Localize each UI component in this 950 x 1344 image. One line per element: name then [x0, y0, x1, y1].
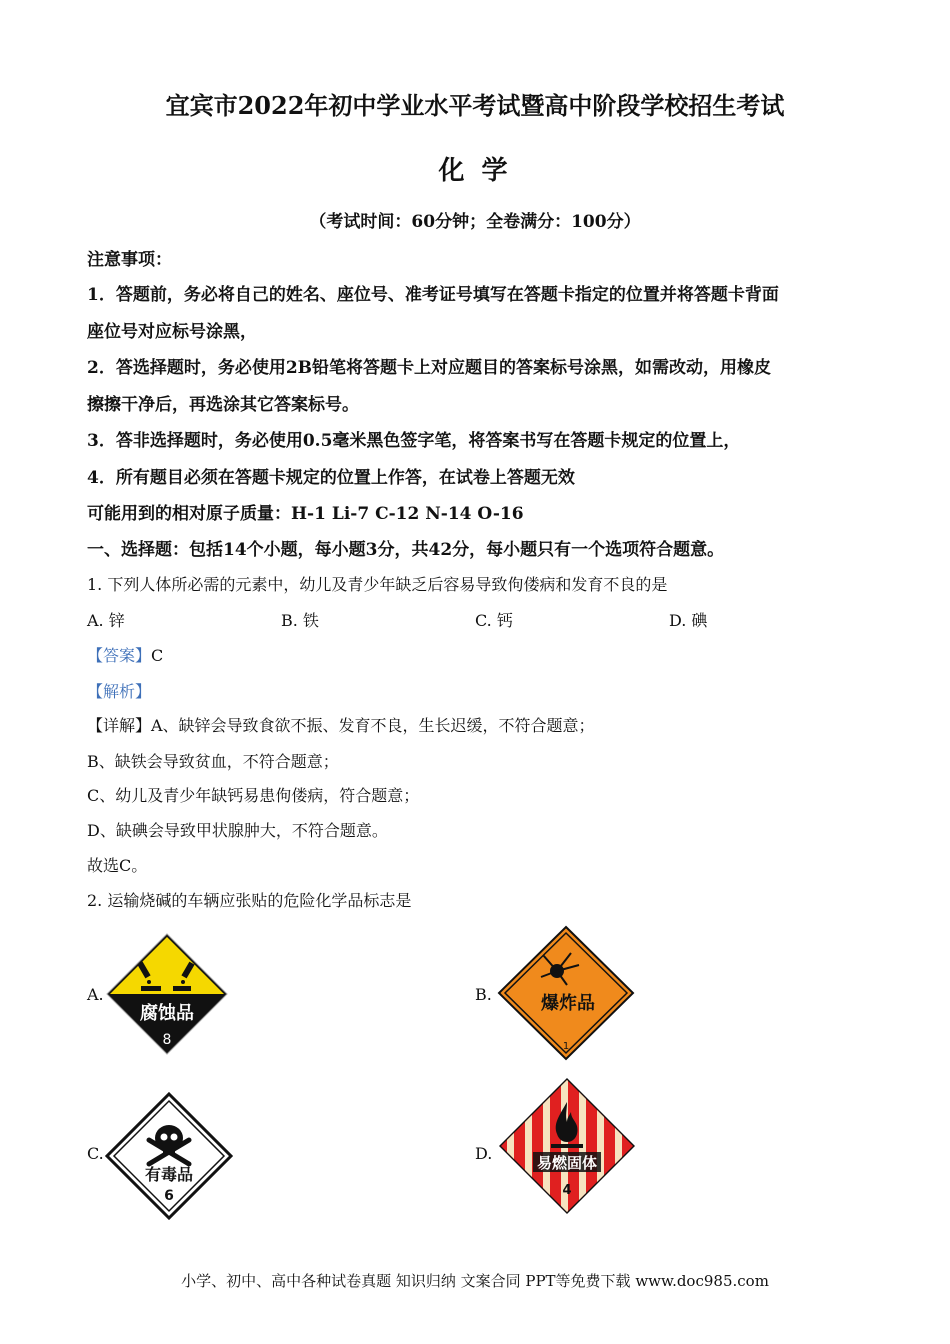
answer-tag: 【答案】	[87, 646, 152, 665]
page-footer: 小学、初中、高中各种试卷真题 知识归纳 文案合同 PPT等免费下载 www.doc985.com	[181, 1272, 769, 1290]
detail-line: C、幼儿及青少年缺钙易患佝偻病，符合题意；	[87, 786, 420, 805]
analysis-tag: 【解析】	[87, 682, 152, 701]
notes-heading: 注意事项：	[87, 250, 172, 270]
q2-option-b-label: B.	[475, 985, 492, 1004]
detail-line: 故选C。	[87, 856, 148, 875]
page-title: 宜宾市2022年初中学业水平考试暨高中阶段学校招生考试	[165, 91, 785, 120]
q1-option-a: A. 锌	[87, 611, 125, 630]
corrosive-sign-icon	[105, 932, 229, 1056]
detail-line: 【详解】A、缺锌会导致食欲不振、发育不良，生长迟缓，不符合题意；	[87, 716, 595, 735]
sign-class: 6	[164, 1188, 174, 1204]
note-line: 3．答非选择题时，务必使用0.5毫米黑色签字笔，将答案书写在答题卡规定的位置上，	[87, 431, 741, 451]
detail-line: B、缺铁会导致贫血，不符合题意；	[87, 752, 339, 771]
atomic-masses: 可能用到的相对原子质量：H-1 Li-7 C-12 N-14 O-16	[87, 504, 524, 524]
sign-text: 腐蚀品	[140, 1003, 194, 1024]
detail-line: D、缺碘会导致甲状腺肿大，不符合题意。	[87, 821, 388, 840]
question-1-stem: 1. 下列人体所必需的元素中，幼儿及青少年缺乏后容易导致佝偻病和发育不良的是	[87, 575, 668, 594]
q1-option-c: C. 钙	[475, 611, 513, 630]
answer-value: C	[151, 646, 164, 665]
sign-text: 有毒品	[144, 1165, 194, 1184]
answer-line	[87, 643, 163, 666]
q1-option-b: B. 铁	[281, 611, 319, 630]
note-line: 4．所有题目必须在答题卡规定的位置上作答，在试卷上答题无效	[87, 468, 575, 488]
toxic-sign-icon	[105, 1092, 233, 1220]
q2-option-d-label: D.	[475, 1144, 493, 1163]
note-line: 2．答选择题时，务必使用2B铅笔将答题卡上对应题目的答案标号涂黑，如需改动，用橡皮	[87, 358, 772, 378]
note-line: 1．答题前，务必将自己的姓名、座位号、准考证号填写在答题卡指定的位置并将答题卡背面	[87, 285, 779, 305]
question-2-stem: 2. 运输烧碱的车辆应张贴的危险化学品标志是	[87, 891, 412, 910]
flammable-solid-sign-icon	[497, 1076, 637, 1216]
explosive-sign-icon	[497, 925, 635, 1061]
exam-info: （考试时间：60分钟；全卷满分：100分）	[309, 212, 641, 232]
q1-option-d: D. 碘	[669, 611, 708, 630]
sign-text: 易燃固体	[536, 1154, 598, 1172]
sign-class: 8	[162, 1032, 172, 1048]
subject-title: 化 学	[438, 156, 512, 186]
sign-class: 4	[562, 1183, 572, 1198]
note-line: 座位号对应标号涂黑，	[87, 322, 257, 342]
q2-option-a-label: A.	[87, 985, 104, 1004]
note-line: 擦擦干净后，再选涂其它答案标号。	[87, 395, 359, 415]
sign-class: 1	[562, 1041, 570, 1052]
q2-option-c-label: C.	[87, 1144, 104, 1163]
section-heading: 一、选择题：包括14个小题，每小题3分，共42分，每小题只有一个选项符合题意。	[87, 540, 725, 560]
sign-text: 爆炸品	[541, 993, 595, 1014]
